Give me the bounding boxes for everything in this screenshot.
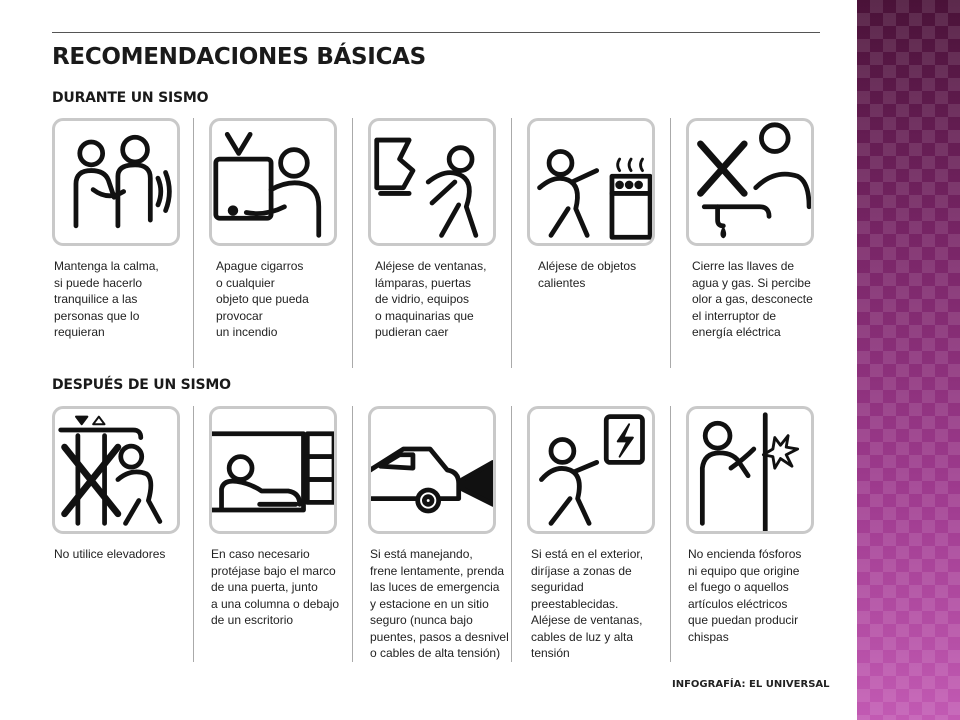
no-sparks-icon (686, 406, 814, 534)
caption: En caso necesario protéjase bajo el marco de una puerta, junto a una columna o debajo de un escritorio (211, 547, 340, 627)
caption: Apague cigarros o cualquier objeto que pueda provocar un incendio (216, 259, 309, 339)
cigarette-stove-icon (209, 118, 337, 246)
credit-line: INFOGRAFÍA: EL UNIVERSAL (672, 679, 830, 690)
caption: Cierre las llaves de agua y gas. Si percibe olor a gas, desconecte el interruptor de energía eléctrica (692, 259, 813, 339)
people-calming-icon (52, 118, 180, 246)
caption: No encienda fósforos ni equipo que origine el fuego o aquellos artículos eléctricos que puedan producir chispas (688, 547, 802, 644)
take-cover-icon (209, 406, 337, 534)
caption: Aléjese de objetos calientes (538, 259, 637, 290)
no-elevator-icon (52, 406, 180, 534)
hot-stove-icon (527, 118, 655, 246)
caption: Si está manejando, frene lentamente, prenda las luces de emergencia y estacione en un sitio seguro (nunca bajo puentes, pasos a desnivel o cables de alta tensión) (370, 547, 509, 660)
divider (193, 406, 194, 662)
caption: Aléjese de ventanas, lámparas, puertas de vidrio, equipos o maquinarias que pudieran caer (375, 259, 487, 339)
section-title-despues: DESPUÉS DE UN SISMO (52, 377, 231, 393)
close-valve-icon (686, 118, 814, 246)
broken-window-icon (368, 118, 496, 246)
section-title-durante: DURANTE UN SISMO (52, 90, 209, 106)
caption: Mantenga la calma, si puede hacerlo tranquilice a las personas que lo requieran (54, 259, 159, 339)
page-title: RECOMENDACIONES BÁSICAS (52, 44, 426, 70)
divider (670, 118, 671, 368)
high-voltage-icon (527, 406, 655, 534)
caption: No utilice elevadores (54, 547, 166, 561)
top-rule (52, 32, 820, 33)
caption: Si está en el exterior, diríjase a zonas de seguridad preestablecidas. Aléjese de ventanas, cables de luz y alta tensión (531, 547, 644, 660)
car-emergency-lights-icon (368, 406, 496, 534)
decorative-sidebar (857, 0, 960, 720)
